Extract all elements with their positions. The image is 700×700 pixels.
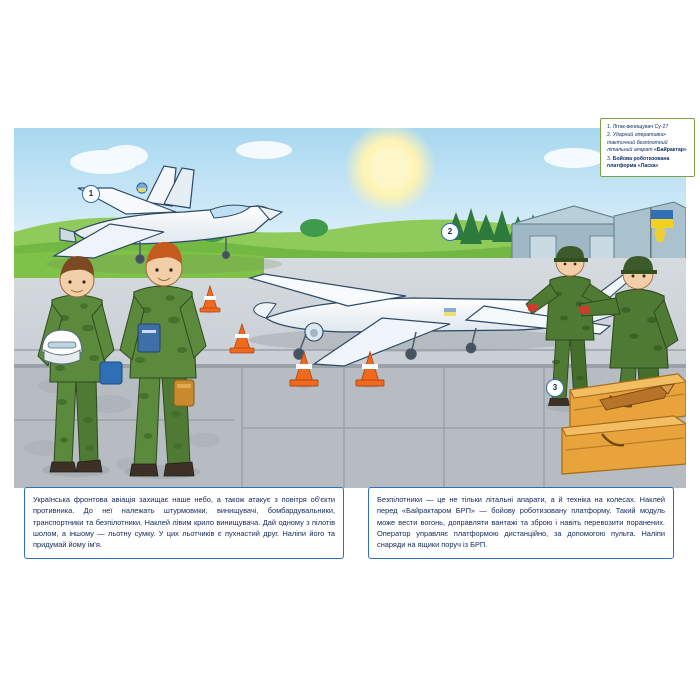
ammo-crates xyxy=(562,374,686,474)
legend-box xyxy=(600,118,695,177)
legend-item-2 xyxy=(607,132,689,154)
sun xyxy=(371,149,409,187)
text-block-right: Безпілотники — це не тільки літальні апарати, а й техніка на колесах. Наклей перед «Байрактаром БРП» — бойову роботизовану платформу. Такий модуль може вести вогонь, доправляти вантажі та зброю і навіть перевозити поранених. Оператор управляє платформою дистанційно, за допомогою пульта. Наліпи снаряди на ящики поруч із БРП. xyxy=(368,487,674,559)
legend-item-1-label: Літак-винищувач Су-27 xyxy=(612,124,669,130)
legend-item-2-num: 2. xyxy=(607,132,612,139)
pilot-helmet xyxy=(42,330,82,364)
text-block-left: Українська фронтова авіація захищає наше небо, а також атакує з повітря об'єкти противника. До неї належать штурмовики, винищувачі, бомбардувальники, транспортники та безпілотники. Наклей лівим крило винищувача. Дай одному з пілотів шолом, а іншому — льотну сумку. У цих льотчиків є пухнастий друг. Наліпи його та придумай йому ім'я. xyxy=(24,487,344,559)
marker-3: 3 xyxy=(546,379,564,397)
legend-item-3-label: Бойова роботизована платформа «Ласка» xyxy=(607,155,670,169)
legend-item-2-bold: «Байрактар» xyxy=(654,147,687,154)
legend-item-2-label: Ударний оперативно-тактичний безпілотний літальний апарат xyxy=(607,132,668,154)
legend-item-3-num: 3. xyxy=(607,155,612,162)
marker-2: 2 xyxy=(441,223,459,241)
marker-1: 1 xyxy=(82,185,100,203)
illustration-scene xyxy=(14,128,686,488)
legend-item-3 xyxy=(607,156,689,171)
scene-svg xyxy=(14,128,686,488)
robotic-platform-zone xyxy=(484,428,560,472)
legend-item-1-text: 1. xyxy=(607,124,612,130)
legend-item-1 xyxy=(607,124,689,131)
